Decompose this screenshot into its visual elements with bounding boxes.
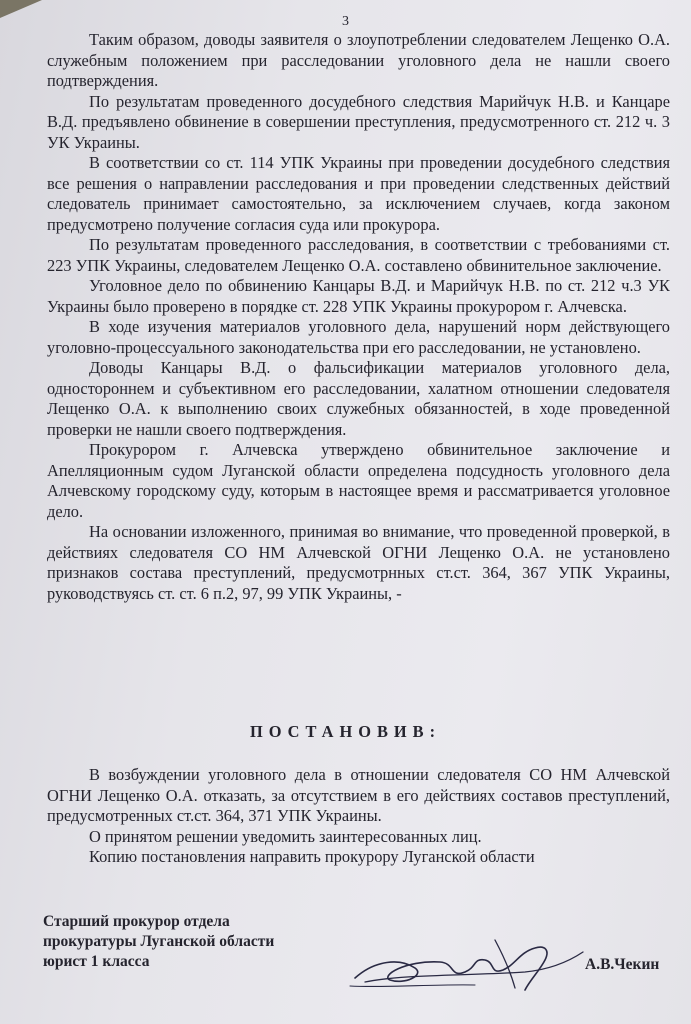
- signatory-office: прокуратуры Луганской области: [43, 933, 275, 950]
- paragraph-verification: Уголовное дело по обвинению Канцары В.Д. и Марийчук Н.В. по ст. 212 ч.3 УК Украины было проверено в порядке ст. 228 УПК Украины прокурором г. Алчевска.: [47, 276, 670, 316]
- signatory-position: Старший прокурор отдела: [43, 913, 230, 930]
- document-body: [47, 30, 670, 604]
- signer-name: А.В.Чекин: [585, 956, 660, 973]
- paragraph-jurisdiction: Прокурором г. Алчевска утверждено обвинительное заключение и Апелляционным судом Луганской области определена подсудность уголовного дела Алчевскому городскому суду, которым в настоящее время и рассматривается уголовное дело.: [47, 440, 670, 521]
- decision-body: [47, 765, 670, 868]
- signatory-title: [43, 912, 274, 972]
- resolution-heading: ПОСТАНОВИВ:: [249, 722, 442, 741]
- decision-notify: О принятом решении уведомить заинтересованных лиц.: [89, 826, 482, 846]
- handwritten-signature: [345, 930, 590, 1000]
- paragraph-arguments: Доводы Канцары В.Д. о фальсификации материалов уголовного дела, одностороннем и субъективном его расследовании, халатном отношении следователя Лещенко О.А. к выполнению своих служебных обязанностей, в ходе проведенной проверки не нашли своего подтверждения.: [47, 358, 670, 439]
- paragraph-no-violations: В ходе изучения материалов уголовного дела, нарушений норм действующего уголовно-процессуального законодательства при его расследовании, не установлено.: [47, 317, 670, 357]
- paragraph-indictment: По результатам проведенного расследования, в соответствии с требованиями ст. 223 УПК Украины, следователем Лещенко О.А. составлено обвинительное заключение.: [47, 235, 670, 275]
- page-number: 3: [342, 14, 349, 29]
- paragraph-conclusion: Таким образом, доводы заявителя о злоупотреблении следователем Лещенко О.А. служебным положением при расследовании уголовного дела не нашли своего подтверждения.: [47, 30, 670, 90]
- paragraph-charges: По результатам проведенного досудебного следствия Марийчук Н.В. и Канцаре В.Д. предъявлено обвинение в совершении преступления, предусмотренного ст. 212 ч. 3 УК Украины.: [47, 91, 670, 152]
- decision-refusal: В возбуждении уголовного дела в отношении следователя СО НМ Алчевской ОГНИ Лещенко О.А. отказать, за отсутствием в его действиях составов преступлений, предусмотренных ст.ст. 364, 371 УПК Украины.: [47, 765, 670, 825]
- paragraph-article-114: В соответствии со ст. 114 УПК Украины при проведении досудебного следствия все решения о направлении расследования и при проведении следственных действий следователь принимает самостоятельно, за исключением случаев, когда законом предусмотрено получение согласия суда или прокурора.: [47, 153, 670, 234]
- signatory-rank: юрист 1 класса: [43, 953, 150, 970]
- paragraph-grounds: На основании изложенного, принимая во внимание, что проведенной проверкой, в действиях следователя СО НМ Алчевской ОГНИ Лещенко О.А. не установлено признаков состава преступлений, предусмотрнных ст.ст. 364, 367 УПК Украины, руководствуясь ст. ст. 6 п.2, 97, 99 УПК Украины, -: [47, 522, 670, 603]
- decision-copy: Копию постановления направить прокурору Луганской области: [89, 847, 535, 866]
